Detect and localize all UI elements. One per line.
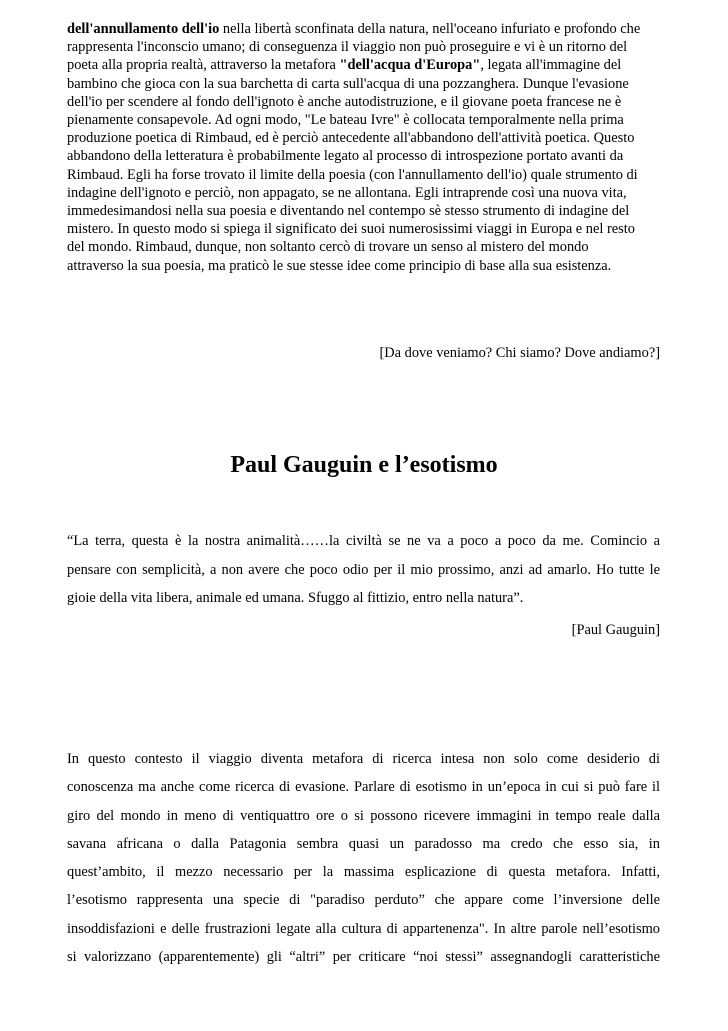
text-line: indagine dell'ignoto e perciò, non appagato, se ne allontana. Egli intraprende così una nuova vita,	[67, 184, 627, 201]
body-line: giro del mondo in meno di ventiquattro ore o si possono ricevere immagini in tempo reale dalla	[67, 807, 660, 824]
quote-line: pensare con semplicità, a non avere che poco odio per il mio prossimo, anzi ad amarlo. Ho tutte le	[67, 561, 660, 578]
body-line: In questo contesto il viaggio diventa metafora di ricerca intesa non solo come desiderio di	[67, 751, 660, 767]
quote-line: gioie della vita libera, animale ed umana. Sfuggo al fittizio, entro nella natura”.	[67, 590, 524, 606]
intro-paragraph	[67, 20, 660, 275]
text-line: immedesimandosi nella sua poesia e diventando nel contempo sè stesso strumento di indagine del	[67, 203, 630, 220]
body-paragraph	[67, 745, 660, 971]
text-line: del mondo. Rimbaud, dunque, non soltanto cercò di trovare un senso al mistero del mondo	[67, 239, 589, 256]
body-line: conoscenza ma anche come ricerca di evasione. Parlare di esotismo in un’epoca in cui si può fare il	[67, 779, 660, 796]
body-line: si valorizzano (apparentemente) gli “altri” per criticare “noi stessi” assegnandogli caratteristiche	[67, 949, 660, 966]
text-line: attraverso la sua poesia, ma praticò le sue stesse idee come principio di base alla sua esistenza.	[67, 257, 612, 274]
body-line: quest’ambito, il mezzo necessario per la massima esplicazione di questa metafora. Infatti,	[67, 864, 660, 881]
text-line: bambino che gioca con la sua barchetta di carta sull'acqua di una pozzanghera. Dunque l'evasione	[67, 75, 629, 92]
text-line: poeta alla propria realtà, attraverso la metafora "dell'acqua d'Europa", legata all'immagine del	[67, 57, 622, 74]
body-line: insoddisfazioni e delle frustrazioni legate alla cultura di appartenenza". In altre parole nell’esotismo	[67, 920, 660, 937]
text-line: produzione poetica di Rimbaud, ed è perciò antecedente all'abbandono dell'attività poetica. Questo	[67, 130, 635, 147]
quote-attribution: [Paul Gauguin]	[571, 622, 660, 638]
text-line: dell'io per scendere al fondo dell'ignoto è anche autodistruzione, e il giovane poeta francese ne è	[67, 93, 622, 110]
text-line: mistero. In questo modo si spiega il significato dei suoi numerosissimi viaggi in Europa e nel resto	[67, 221, 635, 238]
quote-line: “La terra, questa è la nostra animalità……la civiltà se ne va a poco a poco da me. Comincio a	[67, 533, 660, 549]
section-heading: Paul Gauguin e l’esotismo	[230, 452, 498, 478]
body-line: l’esotismo rappresenta una specie di "paradiso perduto” che appare come l’inversione delle	[67, 892, 660, 909]
body-line: savana africana o dalla Patagonia sembra quasi un paradosso ma credo che esso sia, in	[67, 835, 660, 852]
text-line: rappresenta l'inconscio umano; di conseguenza il viaggio non può proseguire e vi è un ritorno del	[67, 39, 628, 56]
text-line: pienamente consapevole. Ad ogni modo, "Le bateau Ivre" è collocata temporalmente nella prima	[67, 112, 624, 129]
section-epigraph: [Da dove veniamo? Chi siamo? Dove andiamo?]	[379, 345, 660, 361]
text-line: dell'annullamento dell'io nella libertà sconfinata della natura, nell'oceano infuriato e profondo che	[67, 21, 641, 37]
quote-paragraph	[67, 527, 660, 613]
text-line: abbandono della letteratura è probabilmente legato al processo di introspezione portato avanti da	[67, 148, 624, 165]
text-line: Rimbaud. Egli ha forse trovato il limite della poesia (con l'annullamento dell'io) quale strumento di	[67, 166, 638, 183]
